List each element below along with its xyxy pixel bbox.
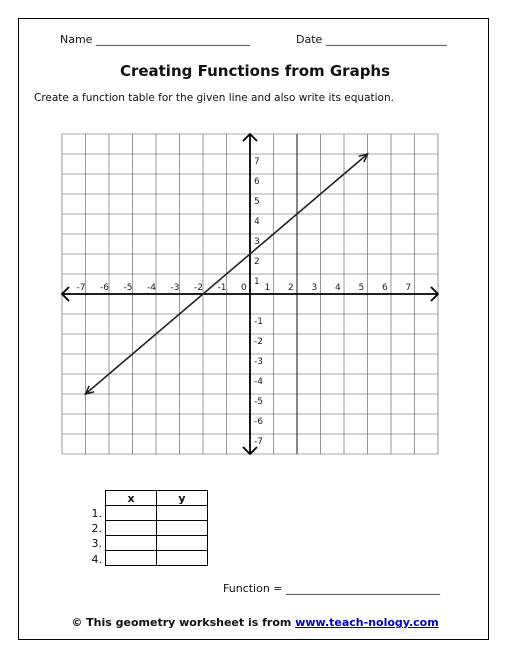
footer-link[interactable]: www.teach-nology.com [295, 616, 439, 629]
instructions: Create a function table for the given line and also write its equation. [34, 92, 394, 104]
table-cell-y[interactable] [157, 521, 208, 536]
column-header-x: x [106, 491, 157, 506]
table-cell-y[interactable] [157, 551, 208, 566]
date-field[interactable]: Date ______________________ [296, 33, 447, 46]
x-tick-label: 5 [358, 283, 365, 293]
x-tick-label: 0 [241, 283, 247, 293]
axes [62, 134, 438, 454]
row-label: 3. [91, 537, 102, 551]
x-tick-label: 1 [264, 283, 271, 293]
x-tick-label: 2 [288, 283, 294, 293]
y-tick-label: 1 [254, 277, 260, 287]
x-tick-label: 3 [311, 283, 318, 293]
x-tick-label: 7 [405, 283, 412, 293]
x-tick-label: -1 [217, 283, 227, 293]
x-tick-label: 6 [382, 283, 388, 293]
footer-text: © This geometry worksheet is from [71, 616, 296, 629]
y-tick-label: -1 [254, 317, 263, 327]
y-tick-label: 6 [254, 177, 260, 187]
row-label: 1. [91, 507, 102, 520]
page-title: Creating Functions from Graphs [119, 62, 391, 80]
x-tick-label: -2 [194, 283, 203, 293]
table-row [106, 536, 208, 551]
y-tick-label: -4 [254, 377, 263, 387]
row-label: 2. [91, 522, 102, 536]
column-header-y: y [157, 491, 208, 506]
table-cell-x[interactable] [106, 506, 157, 521]
tick-labels [77, 157, 412, 447]
function-table [105, 490, 208, 566]
table-row [106, 551, 208, 566]
table-cell-x[interactable] [106, 536, 157, 551]
table-cell-x[interactable] [106, 521, 157, 536]
x-tick-label: 4 [335, 283, 341, 293]
table-row [106, 506, 208, 521]
y-tick-label: -6 [254, 417, 263, 427]
y-tick-label: 3 [254, 237, 260, 247]
table-cell-y[interactable] [157, 536, 208, 551]
table-cell-x[interactable] [106, 551, 157, 566]
x-tick-label: -5 [123, 283, 133, 293]
y-tick-label: 7 [254, 157, 260, 167]
y-tick-label: -5 [254, 397, 263, 407]
x-tick-label: -3 [170, 283, 180, 293]
table-row-labels [86, 506, 102, 567]
table-row [106, 521, 208, 536]
x-tick-label: -4 [147, 283, 156, 293]
x-tick-label: -6 [100, 283, 109, 293]
row-label: 4. [91, 552, 102, 566]
table-cell-y[interactable] [157, 506, 208, 521]
y-tick-label: 5 [254, 197, 260, 207]
y-tick-label: -2 [254, 337, 263, 347]
y-tick-label: 2 [254, 257, 260, 267]
name-field[interactable]: Name ____________________________ [60, 33, 250, 46]
y-tick-label: -7 [254, 437, 263, 447]
y-tick-label: 4 [254, 217, 260, 227]
y-tick-label: -3 [254, 357, 263, 367]
footer [0, 616, 510, 629]
function-field[interactable]: Function = ____________________________ [223, 582, 440, 595]
x-tick-label: -7 [76, 283, 86, 293]
